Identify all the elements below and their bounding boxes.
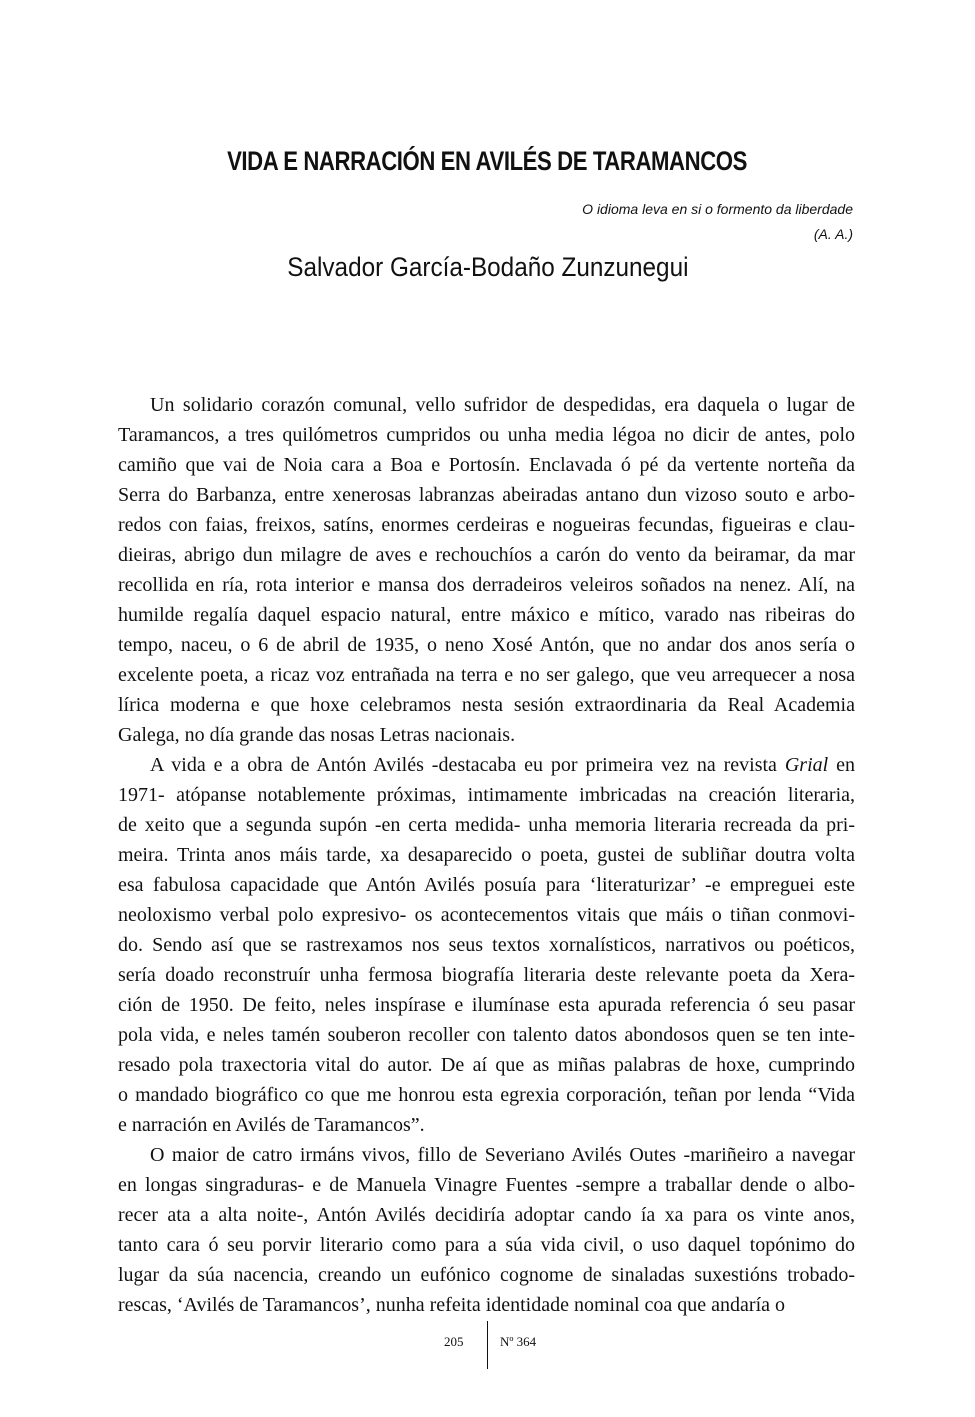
text-line: rescas, ‘Avilés de Taramancos’, nunha refeita identidade nominal coa que andaría o xyxy=(118,1294,786,1316)
paragraph xyxy=(118,390,855,750)
epigraph-attribution: (A. A.) xyxy=(813,226,853,242)
text-line: Serra do Barbanza, entre xenerosas labranzas abeiradas antano dun vizoso souto e arbo- xyxy=(118,484,855,506)
text-line: 1971- atópanse notablemente próximas, intimamente imbricadas na creación literaria, xyxy=(118,784,855,806)
issue-number: Nº 364 xyxy=(500,1334,537,1349)
paragraph xyxy=(118,1140,855,1320)
page-number: 205 xyxy=(444,1334,464,1349)
text-line: e narración en Avilés de Taramancos”. xyxy=(118,1114,425,1136)
article-body xyxy=(118,390,855,1320)
text-line: pola vida, e neles tamén souberon recoller con talento datos abondosos quen se ten inte- xyxy=(118,1024,855,1046)
text-line: ción de 1950. De feito, neles inspírase e ilumínase esta apurada referencia ó seu pasar xyxy=(118,994,855,1016)
text-line: do. Sendo así que se rastrexamos nos seus textos xornalísticos, narrativos ou poéticos, xyxy=(118,934,855,956)
text-line: neoloxismo verbal polo expresivo- os acontecementos vitais que máis o tiñan conmovi- xyxy=(118,904,855,926)
text-line: de xeito que a segunda supón -en certa medida- unha memoria literaria recreada da pri- xyxy=(118,814,855,836)
text-line: o mandado biográfico co que me honrou esta egrexia corporación, teñan por lenda “Vida xyxy=(118,1084,855,1106)
text-line: O maior de catro irmáns vivos, fillo de Severiano Avilés Outes -mariñeiro a navegar xyxy=(150,1144,855,1166)
text-line: tanto cara ó seu porvir literario como para a súa vida civil, o uso daquel topónimo do xyxy=(118,1234,855,1256)
text-line: humilde regalía daquel espacio natural, entre máxico e mítico, varado nas ribeiras do xyxy=(118,604,855,626)
epigraph-text: O idioma leva en si o formento da liberdade xyxy=(582,201,853,217)
author-name: Salvador García-Bodaño Zunzunegui xyxy=(286,252,689,282)
text-line: dieiras, abrigo dun milagre de aves e rechouchíos a carón do vento da beiramar, da mar xyxy=(118,544,855,566)
text-line: recollida en ría, rota interior e mansa dos derradeiros veleiros soñados na nenez. Alí, na xyxy=(118,574,855,596)
journal-title: Grial xyxy=(784,754,829,776)
text-line: sería doado reconstruír unha fermosa biografía literaria deste relevante poeta da Xera- xyxy=(118,964,855,986)
text-line: resado pola traxectoria vital do autor. De aí que as miñas palabras de hoxe, cumprindo xyxy=(118,1054,855,1076)
text-line: meira. Trinta anos máis tarde, xa desaparecido o poeta, gustei de subliñar doutra volta xyxy=(118,844,855,866)
paragraph xyxy=(118,750,855,1140)
text-line: Galega, no día grande das nosas Letras nacionais. xyxy=(118,724,516,746)
text-line: A vida e a obra de Antón Avilés -destacaba eu por primeira vez na revista Grial en xyxy=(150,754,855,776)
text-line: lugar da súa nacencia, creando un eufónico cognome de sinaladas suxestións trobado- xyxy=(118,1264,855,1286)
text-line: esa fabulosa capacidade que Antón Avilés posuía para ‘literaturizar’ -e empreguei este xyxy=(118,874,855,896)
text-line: Taramancos, a tres quilómetros cumpridos ou unha media légoa no dicir de antes, polo xyxy=(118,424,855,446)
text-line: recer ata a alta noite-, Antón Avilés decidiría adoptar cando ía xa para os vinte anos, xyxy=(118,1204,855,1226)
text-line: excelente poeta, a ricaz voz entrañada na terra e no ser galego, que veu arrequecer a nosa xyxy=(118,664,855,686)
text-line: redos con faias, freixos, satíns, enormes cerdeiras e nogueiras fecundas, figueiras e clau- xyxy=(118,514,855,536)
text-line: camiño que vai de Noia cara a Boa e Portosín. Enclavada ó pé da vertente norteña da xyxy=(118,454,855,476)
footer-divider xyxy=(487,1321,488,1369)
text-line: tempo, naceu, o 6 de abril de 1935, o neno Xosé Antón, que no andar dos anos sería o xyxy=(118,634,855,656)
text-line: Un solidario corazón comunal, vello sufridor de despedidas, era daquela o lugar de xyxy=(150,394,855,416)
article-title: VIDA E NARRACIÓN EN AVILÉS DE TARAMANCOS xyxy=(227,146,748,176)
text-line: en longas singraduras- e de Manuela Vinagre Fuentes -sempre a traballar dende o albo- xyxy=(118,1174,855,1196)
text-line: lírica moderna e que hoxe celebramos nesta sesión extraordinaria da Real Academia xyxy=(118,694,855,716)
